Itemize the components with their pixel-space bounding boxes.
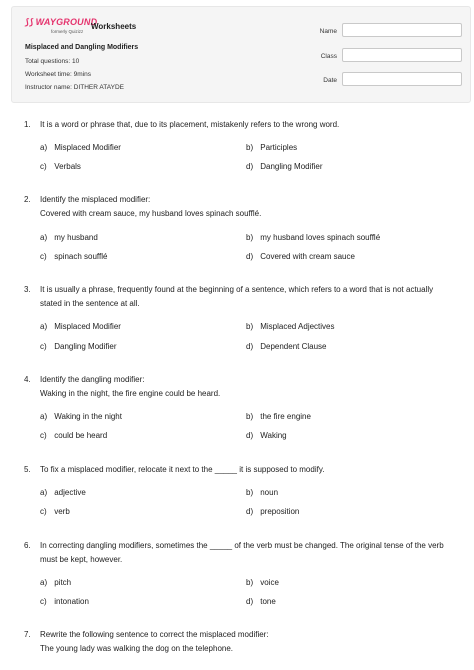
option-d[interactable]: d) Waking [246,431,287,440]
option-c[interactable]: c) spinach soufflé [40,252,108,261]
instructor-name: Instructor name: DITHER ATAYDE [25,84,124,91]
question-text-line-2: The young lady was walking the dog on the telephone. [40,644,234,653]
question-text: It is a word or phrase that, due to its placement, mistakenly refers to the wrong word. [40,120,340,129]
question-number: 1. [24,120,31,129]
question-text-line-2: Waking in the night, the fire engine could be heard. [40,389,221,398]
option-a[interactable]: a) adjective [40,488,86,497]
option-b[interactable]: b) Misplaced Adjectives [246,322,335,331]
question-text: To fix a misplaced modifier, relocate it next to the _____ it is supposed to modify. [40,465,325,474]
option-b[interactable]: b) the fire engine [246,412,311,421]
option-c[interactable]: c) Verbals [40,162,81,171]
option-d[interactable]: d) tone [246,597,276,606]
worksheet-header [11,6,471,103]
date-label: Date [323,77,337,84]
question-number: 4. [24,375,31,384]
option-b[interactable]: b) Participles [246,143,298,152]
question-number: 6. [24,541,31,550]
question-number: 7. [24,630,31,639]
question-text-line-2: must be kept, however. [40,555,123,564]
option-a[interactable]: a) Misplaced Modifier [40,143,121,152]
question-text-line-2: stated in the sentence at all. [40,299,140,308]
total-questions: Total questions: 10 [25,58,80,65]
question-text: Rewrite the following sentence to correct the misplaced modifier: [40,630,269,639]
question-text: It is usually a phrase, frequently found at the beginning of a sentence, which refers to a word that is not actually [40,285,434,294]
logo-subtitle: formerly Quizizz [51,29,84,34]
date-field[interactable] [342,72,462,86]
option-d[interactable]: d) Dangling Modifier [246,162,323,171]
option-d[interactable]: d) Covered with cream sauce [246,252,355,261]
option-c[interactable]: c) verb [40,507,70,516]
option-b[interactable]: b) my husband loves spinach soufflé [246,233,381,242]
option-b[interactable]: b) noun [246,488,279,497]
option-d[interactable]: d) preposition [246,507,300,516]
worksheet-time: Worksheet time: 9mins [25,71,91,78]
worksheet-title: Misplaced and Dangling Modifiers [25,44,139,51]
option-c[interactable]: c) intonation [40,597,89,606]
brand-title: Worksheets [91,22,137,31]
option-a[interactable]: a) Waking in the night [40,412,122,421]
option-a[interactable]: a) Misplaced Modifier [40,322,121,331]
class-field[interactable] [342,48,462,62]
question-number: 2. [24,195,31,204]
question-text: Identify the misplaced modifier: [40,195,151,204]
option-c[interactable]: c) Dangling Modifier [40,342,117,351]
option-a[interactable]: a) pitch [40,578,72,587]
logo-mark-icon: ⟆⟆ [25,17,34,27]
logo-text: WAYGROUND [35,17,98,27]
question-text: In correcting dangling modifiers, sometimes the _____ of the verb must be changed. The original tense of the verb [40,541,444,550]
option-b[interactable]: b) voice [246,578,279,587]
question-text: Identify the dangling modifier: [40,375,145,384]
class-label: Class [320,53,337,60]
option-a[interactable]: a) my husband [40,233,98,242]
question-text-line-2: Covered with cream sauce, my husband loves spinach soufflé. [40,209,262,218]
question-number: 3. [24,285,31,294]
name-label: Name [319,28,337,35]
option-d[interactable]: d) Dependent Clause [246,342,327,351]
question-number: 5. [24,465,31,474]
name-field[interactable] [342,23,462,37]
option-c[interactable]: c) could be heard [40,431,108,440]
